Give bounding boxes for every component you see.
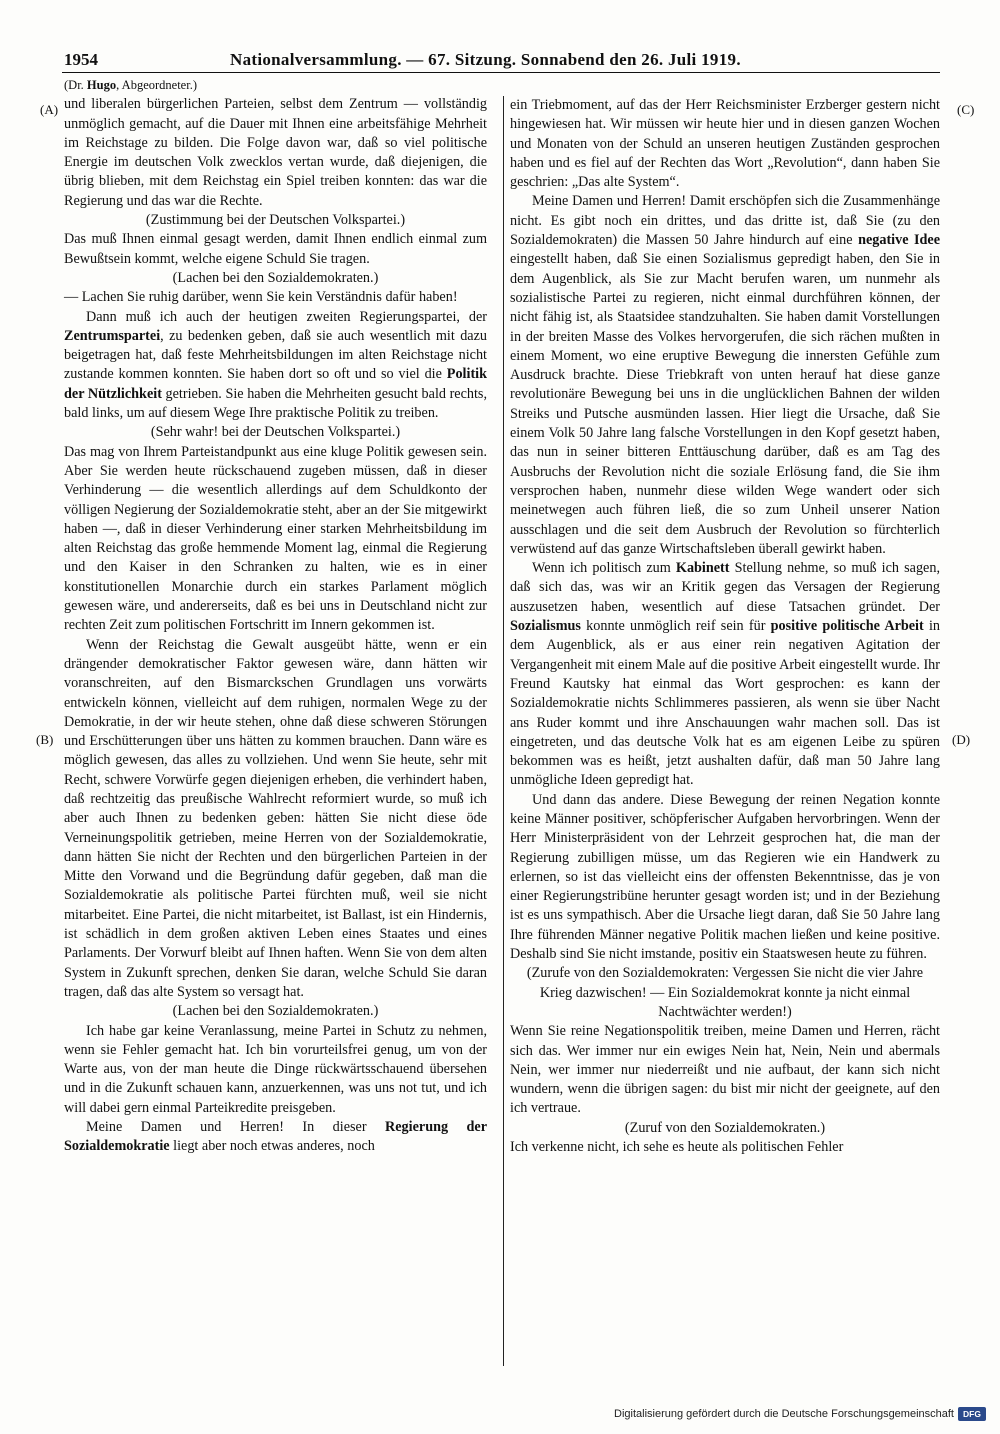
paragraph: Wenn der Reichstag die Gewalt ausgeübt hätte, wenn er ein drängender demokratischer Faktor gewesen wäre, dann hätten wir voranschreiten, auf den Bismarckschen Grundlagen uns vorwärts entwickeln können, vielleicht auf dem ruhigen, normalen Wege zu der Demokratie, in der wir heute stehen, ohne daß diese schweren Störungen und Erschütterungen über uns hätten zu kommen brauchen. Dann wäre es möglich gewesen, das alles zu vollziehen. Und wenn Sie heute, sehr mit Recht, schwere Vorwürfe gegen diejenigen erheben, die verhindert haben, daß rechtzeitig das preußische Wahlrecht reformiert wurde, so muß ich aber auch Ihnen zu bedenken geben: hätten Sie nicht diese öde Verneinungspolitik getrieben, meine Herren von der Sozialdemokratie, dann hätten Sie nicht der Rechten und den bürgerlichen Parteien in der Mitte den Vorwand und die Begründung dafür gegeben, daß man die Sozialdemokratie als politische Partei fürchten muß, weil sie nicht mitarbeitet. Eine Partei, die nicht mitarbeitet, ist Ballast, ist ein Hindernis, ist schädlich in dem großen aktiven Leben eines Staates und eines Parlaments. Der Vorwurf bleibt auf Ihnen haften. Wenn Sie von dem alten System in Zukunft sprechen, denken Sie daran, welche Schuld Sie daran tragen, daß das alte System so versagt hat.: [64, 636, 487, 1000]
reaction: (Lachen bei den Sozialdemokraten.): [172, 1003, 379, 1020]
paragraph: Und dann das andere. Diese Bewegung der reinen Negation konnte keine Männer positiver, schöpferischer Aufgaben hervorbringen. Wenn der Herr Ministerpräsident von der Lehrzeit gesprochen hat, die man der Regierung zubilligen müsse, um das Regieren wie ein Handwerk zu erlernen, so ist das vielleicht eins der offensten Bekenntnisse, das je von einer Regierungstribüne herunter gesagt worden ist; und in der Beziehung ist es uns sympathisch. Aber die Ursache liegt daran, daß Sie 50 Jahre lang Ihre führenden Männer negative Politik machen ließen und keine positive. Deshalb sind Sie nicht imstande, positiv ein Staatswesen heute zu führen.: [510, 791, 940, 963]
text-run: , zu bedenken geben, daß sie auch wesentlich mit dazu beigetragen hat, daß feste Mehrheitsbildungen im alten Reichstage nicht zustande kommen konnten. Sie haben dort so oft und so viel die: [64, 327, 487, 383]
text-run: Meine Damen und Herren! Damit erschöpfen sich die Zusammenhänge nicht. Es gibt noch ein drittes, und das dritte ist, daß Sie (zu den Sozialdemokraten) die Massen 50 Jahre hindurch auf eine: [510, 193, 940, 249]
emphasis: positive politische Arbeit: [770, 618, 924, 635]
text-run: getrieben. Sie haben die Mehrheiten gesucht bald rechts, bald links, um auf diesem Wege Ihre praktische Politik zu treiben.: [64, 385, 488, 422]
paragraph: [64, 308, 487, 424]
paragraph: [64, 1118, 487, 1157]
paragraph: Ich habe gar keine Veranlassung, meine Partei in Schutz zu nehmen, wenn sie Fehler gemacht hat. Ich bin vorurteilsfrei genug, um von der Warte aus, von der man heute die Dinge rückwärtsschauend übersehen und in die Zukunft schauen kann, anzuerkennen, was uns not tut, und ich will dabei gern einmal Parteikredite preisgeben.: [64, 1022, 487, 1116]
paragraph: ein Triebmoment, auf das der Herr Reichsminister Erzberger gestern nicht hingewiesen hat. Wir müssen wir heute hier und in diesen ganzen Wochen und Monaten von der Schuld an unseren heutigen Zuständen gesprochen haben und es fiel auf der Rechten das Wort „Revolution“, dann haben Sie geschrien: „Das alte System“.: [510, 97, 940, 191]
dfg-logo: DFG: [958, 1407, 986, 1421]
page-header: [64, 50, 940, 72]
paragraph: [510, 559, 940, 791]
emphasis: Kabinett: [675, 560, 730, 577]
margin-mark-a: (A): [40, 102, 59, 117]
text-run: Wenn ich politisch zum: [532, 560, 676, 577]
page-number: 1954: [64, 50, 98, 69]
emphasis: Zentrumspartei: [64, 327, 161, 344]
reaction: (Zustimmung bei der Deutschen Volkspartei.): [145, 212, 406, 229]
text-run: eingestellt haben, daß Sie einen Sozialismus gepredigt haben, den Sie in dem Augenblick, als Sie zur Macht berufen waren, um nunmehr als sozialistische Partei zu regieren, nicht einmal durchführen können, der nicht fähig ist, als Staatsidee standzuhalten. Sie haben damit Vorstellungen in der breiten Masse des Volkes hervorgerufen, die sich rächen mußten in einem Moment, wo eine eruptive Bewegung die innersten Gefühle zum Ausdruck brachte. Diese Triebkraft von unten herauf hat diese ganze revolutionäre Bewegung bei uns in die unglücklichen Bahnen der wilden Streiks und Putsche ausmünden lassen. Hier liegt die Ursache, daß Sie einem Volk 50 Jahre lang falsche Vorstellungen in den Kopf gesetzt haben, das nun in seiner bitteren Enttäuschung darüber, daß es am Tag des Ausbruchs der Revolution nicht die soziale Erlösung fand, die Sie ihm versprochen haben, nunmehr diese wilden Wege wandert oder sich meinetwegen auch führen ließ, die so zum Unheil unserer Nation ausschlagen und die seit dem Ausbruch der Revolution so fürchterlich verwüstend auf das ganze Wirtschaftsleben überall gewirkt haben.: [510, 251, 940, 557]
paragraph: Ich verkenne nicht, ich sehe es heute als politischen Fehler: [510, 1139, 844, 1156]
left-column: [64, 76, 487, 1157]
text-run: in dem Augenblick, als er aus einer rein negativen Agitation der Vergangenheit mit einem Male auf die positive Arbeit eingestellt wurde. Ihr Freund Kautsky hat einmal das Wort gesprochen: es kann der Sozialdemokratie nichts Schlimmeres passieren, als wenn sie über Nacht ans Ruder kommt und ihre Anschauungen wahr machen soll. Das ist eingetreten, und das deutsche Volk hat es am eigenen Leibe zu spüren bekommen was es heißt, jetzt aushalten dafür, daß man 50 Jahre lang unmögliche Ideen gepredigt hat.: [510, 618, 940, 789]
emphasis: Politik der Nützlichkeit: [64, 366, 487, 402]
header-rule: [62, 72, 940, 73]
emphasis: Regierung der Sozialdemokratie: [64, 1119, 487, 1155]
emphasis: Sozialismus: [510, 618, 581, 635]
text-run: Stellung nehme, so muß ich sagen, daß sich das, was wir an Kritik gegen das Versagen der Regierung auszusetzen haben, wesentlich auf diese Tatsachen gründet. Der: [510, 560, 940, 615]
reaction: (Zurufe von den Sozialdemokraten: Vergessen Sie nicht die vier Jahre Krieg dazwischen! — Ein Sozialdemokrat konnte ja nicht einmal Nachtwächter werden!): [526, 965, 924, 1020]
reaction: (Zuruf von den Sozialdemokraten.): [624, 1119, 826, 1136]
speaker-line: [64, 76, 487, 95]
paragraph: und liberalen bürgerlichen Parteien, selbst dem Zentrum — vollständig unmöglich gemacht, auf die Dauer mit Ihnen eine arbeitsfähige Mehrheit im Reichstage zu bilden. Die Folge davon war, daß so viel politische Energie im deutschen Volk zwecklos vertan wurde, daß diejenigen, die übrig blieben, mit dem Reichstag ein Spiel treiben konnten: das war die Regierung und das war die Rechte.: [64, 96, 487, 209]
margin-mark-c: (C): [957, 102, 975, 117]
paragraph: [510, 192, 940, 559]
column-divider: [503, 96, 504, 1366]
paragraph: — Lachen Sie ruhig darüber, wenn Sie kein Verständnis dafür haben!: [64, 289, 458, 306]
margin-mark-b: (B): [36, 732, 54, 747]
speaker-name: Hugo: [86, 78, 117, 92]
paragraph: Wenn Sie reine Negationspolitik treiben, meine Damen und Herren, rächt sich das. Wer immer nur ein ewiges Nein hat, Nein, Nein und abermals Nein, wer immer nur niederreißt und nie aufbaut, der kann sich nicht wundern, wenn die übrigen sagen: du bist mir nicht der geeignete, auf den ich vertraue.: [510, 1023, 940, 1117]
reaction: (Lachen bei den Sozialdemokraten.): [172, 269, 379, 286]
funding-text: Digitalisierung gefördert durch die Deutsche Forschungsgemeinschaft: [614, 1408, 954, 1420]
paragraph: Das muß Ihnen einmal gesagt werden, damit Ihnen endlich einmal zum Bewußtsein kommt, welche eigene Schuld Sie tragen.: [64, 231, 487, 267]
speaker-prefix: (Dr.: [64, 78, 87, 92]
funding-notice: [614, 1404, 986, 1424]
emphasis: negative Idee: [858, 232, 940, 249]
margin-mark-d: (D): [952, 732, 971, 747]
text-run: Dann muß ich auch der heutigen zweiten Regierungspartei, der: [86, 308, 487, 325]
text-run: konnte unmöglich reif sein für: [580, 618, 771, 635]
text-run: liegt aber noch etwas anderes, noch: [169, 1138, 375, 1155]
running-title: Nationalversammlung. — 67. Sitzung. Sonnabend den 26. Juli 1919.: [230, 50, 741, 69]
reaction: (Sehr wahr! bei der Deutschen Volkspartei.): [150, 424, 401, 441]
paragraph: Das mag von Ihrem Parteistandpunkt aus eine kluge Politik gewesen sein. Aber Sie werden heute rückschauend zugeben müssen, daß in dieser Verhinderung — die wesentlich allerdings auf dem Schuldkonto der völligen Negierung der Sozialdemokratie steht, aber an der Sie mitgewirkt haben —, daß in dieser Verhinderung einer starken Mehrheitsbildung im alten Reichstag das große hemmende Moment lag, einmal die Regierung und den Kaiser in den Schranken zu halten, wie es in einer konstitutionellen Monarchie durch ein starkes Parlament möglich gewesen wäre, und andererseits, daß es bei uns in Deutschland nicht zur rechten Zeit zum politischen Fortschritt im Innern gekommen ist.: [64, 443, 487, 634]
speaker-role: , Abgeordneter.): [116, 78, 197, 92]
text-run: Meine Damen und Herren! In dieser: [86, 1119, 386, 1136]
right-column: [510, 96, 940, 1157]
